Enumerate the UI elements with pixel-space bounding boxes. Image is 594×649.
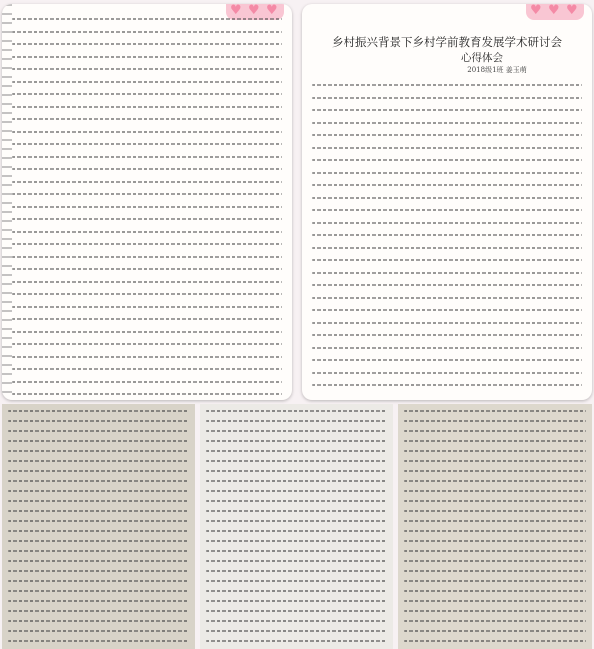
handwritten-photo-3 bbox=[398, 404, 592, 649]
heart-icon: ♥ bbox=[266, 4, 278, 18]
heart-icon: ♥ bbox=[530, 4, 542, 18]
notebook-page-top-right bbox=[302, 4, 592, 400]
page-title: 乡村振兴背景下乡村学前教育发展学术研讨会 bbox=[332, 35, 562, 49]
heart-decoration bbox=[230, 4, 278, 18]
author-byline: 2018级1班 姜玉萌 bbox=[467, 66, 527, 74]
handwritten-photo-1 bbox=[2, 404, 195, 649]
handwritten-photo-2 bbox=[200, 404, 393, 649]
heart-icon: ♥ bbox=[548, 4, 560, 18]
notebook-page-top-left bbox=[2, 4, 292, 400]
heart-icon: ♥ bbox=[248, 4, 260, 18]
heart-icon: ♥ bbox=[230, 4, 242, 18]
heart-icon: ♥ bbox=[566, 4, 578, 18]
page-subtitle: 心得体会 bbox=[461, 52, 503, 64]
handwritten-text-block bbox=[2, 18, 292, 400]
handwritten-text-block bbox=[302, 84, 592, 400]
heart-decoration bbox=[530, 4, 578, 18]
